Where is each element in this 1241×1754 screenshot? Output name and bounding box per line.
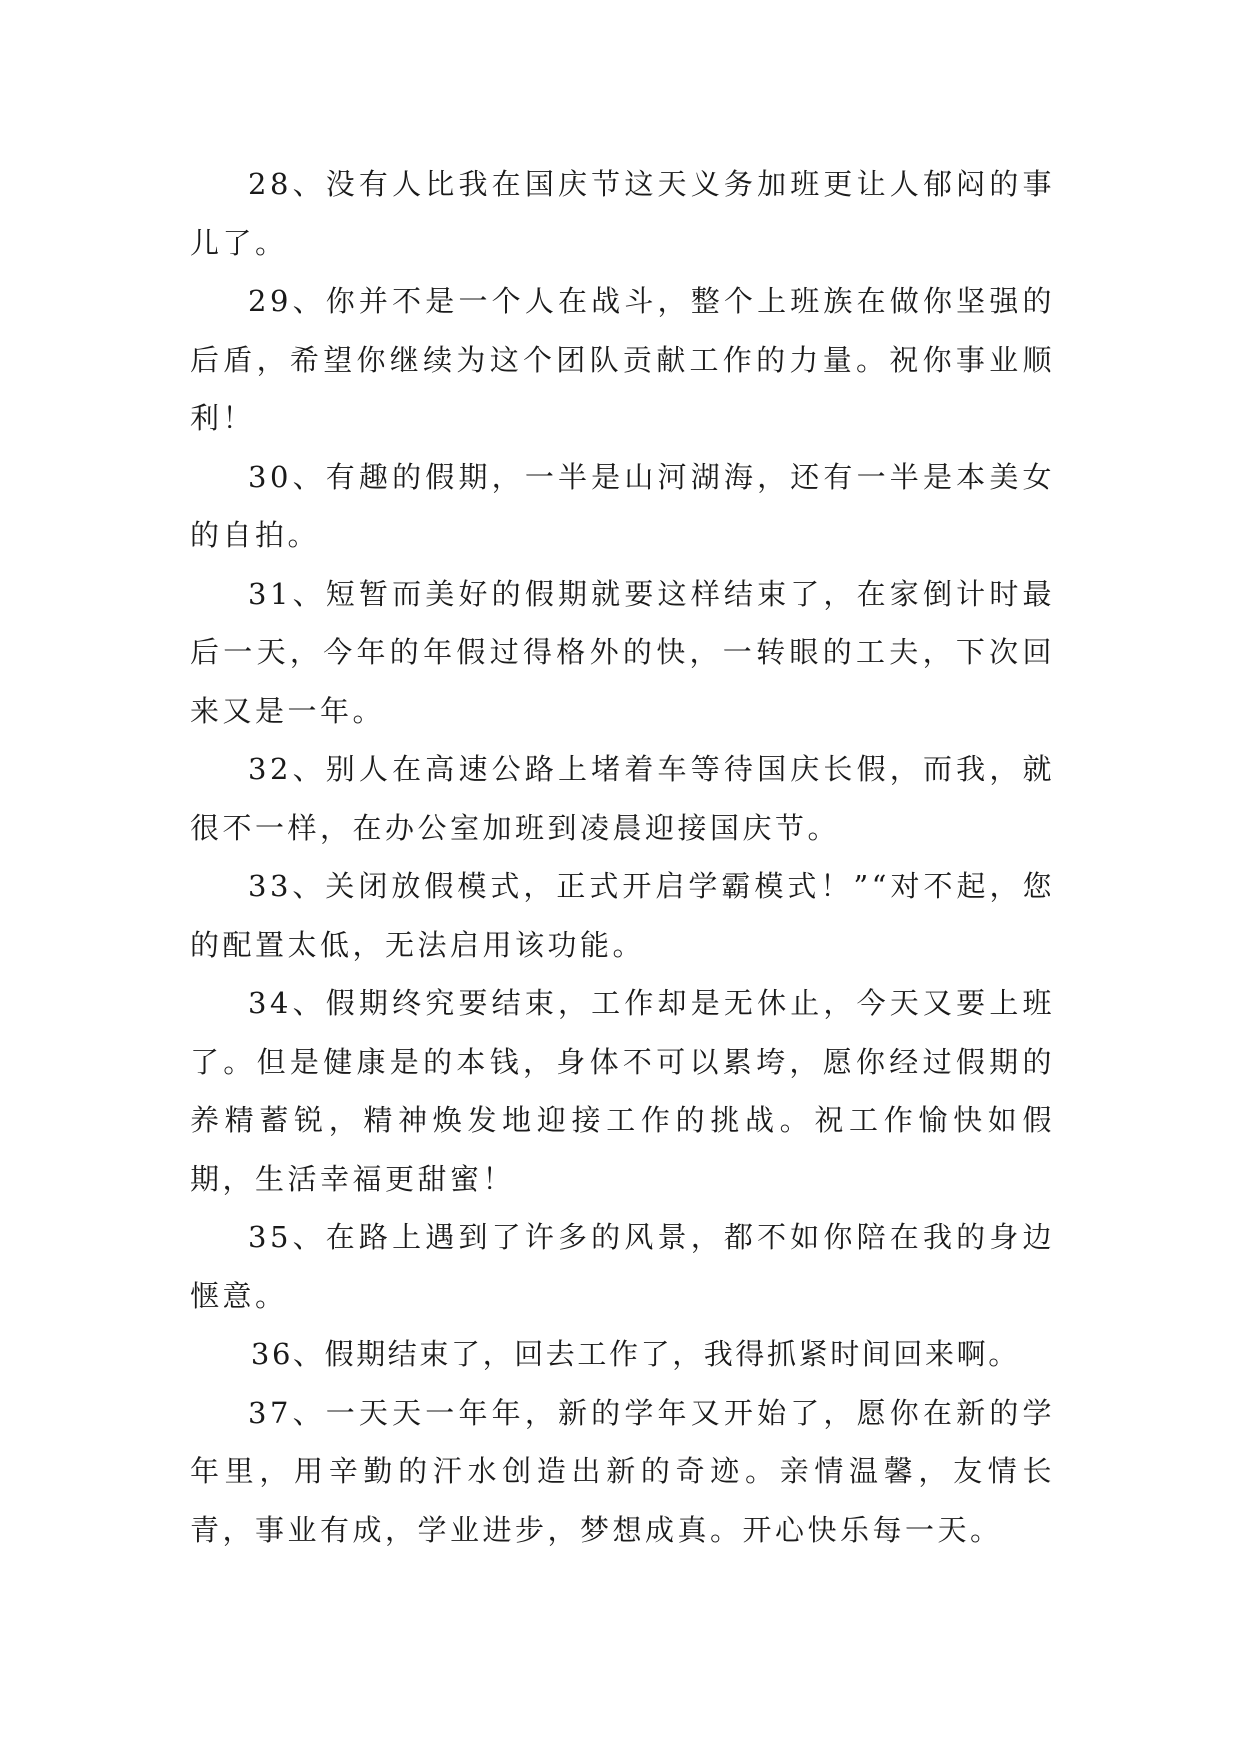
paragraph-35: 35、在路上遇到了许多的风景，都不如你陪在我的身边惬意。 — [190, 1220, 1055, 1313]
paragraph-33: 33、关闭放假模式，正式开启学霸模式！”“对不起，您的配置太低，无法启用该功能。 — [190, 869, 1055, 962]
paragraph-32: 32、别人在高速公路上堵着车等待国庆长假，而我，就很不一样，在办公室加班到凌晨迎接国庆节。 — [190, 752, 1055, 845]
paragraph-29: 29、你并不是一个人在战斗，整个上班族在做你坚强的后盾，希望你继续为这个团队贡献工作的力量。祝你事业顺利！ — [190, 284, 1055, 435]
paragraph-31: 31、短暂而美好的假期就要这样结束了，在家倒计时最后一天，今年的年假过得格外的快，一转眼的工夫，下次回来又是一年。 — [190, 576, 1055, 728]
paragraph-30: 30、有趣的假期，一半是山河湖海，还有一半是本美女的自拍。 — [190, 459, 1055, 552]
paragraph-36: 36、假期结束了，回去工作了，我得抓紧时间回来啊。 — [250, 1337, 1020, 1371]
document-body — [190, 155, 1055, 1559]
paragraph-28: 28、没有人比我在国庆节这天义务加班更让人郁闷的事儿了。 — [190, 167, 1055, 260]
paragraph-37: 37、一天天一年年，新的学年又开始了，愿你在新的学年里，用辛勤的汗水创造出新的奇迹。亲情温馨，友情长青，事业有成，学业进步，梦想成真。开心快乐每一天。 — [190, 1395, 1055, 1547]
paragraph-34: 34、假期终究要结束，工作却是无休止，今天又要上班了。但是健康是的本钱，身体不可以累垮，愿你经过假期的养精蓄锐，精神焕发地迎接工作的挑战。祝工作愉快如假期，生活幸福更甜蜜！ — [190, 986, 1055, 1196]
